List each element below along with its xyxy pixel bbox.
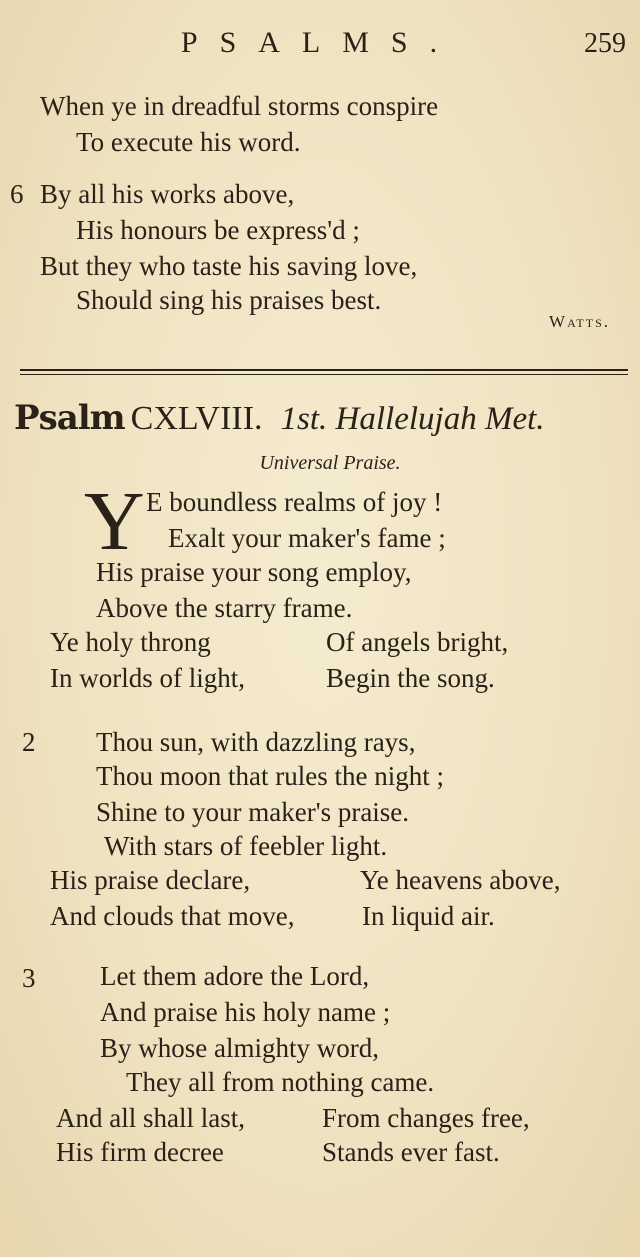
page-number: 259	[584, 28, 626, 59]
verse-line: Should sing his praises best.	[76, 285, 382, 315]
psalm-meter: 1st. Hallelujah Met.	[280, 401, 545, 437]
verse-line-right: In liquid air.	[362, 901, 495, 931]
verse-line: By whose almighty word,	[100, 1033, 379, 1063]
verse-line: Let them adore the Lord,	[100, 961, 370, 991]
verse-line-right: Ye heavens above,	[360, 865, 561, 895]
verse-line: To execute his word.	[76, 127, 301, 157]
section-rule	[20, 369, 628, 371]
author-attribution: Watts.	[549, 312, 610, 331]
verse-line: Exalt your maker's fame ;	[168, 523, 446, 553]
verse-line-right: Of angels bright,	[326, 627, 509, 657]
verse-line-left: And clouds that move,	[50, 901, 295, 931]
verse-line: E boundless realms of joy !	[146, 487, 443, 517]
verse-line: His praise your song employ,	[96, 557, 412, 587]
verse-line-left: His praise declare,	[50, 865, 251, 895]
psalm-heading	[14, 398, 545, 438]
verse-line-right: Stands ever fast.	[322, 1137, 500, 1167]
verse-number: 2	[22, 727, 36, 757]
verse-line: Shine to your maker's praise.	[96, 797, 410, 827]
verse-line: With stars of feebler light.	[104, 831, 388, 861]
verse-line: Thou moon that rules the night ;	[96, 761, 444, 791]
verse-line: Above the starry frame.	[96, 593, 353, 623]
verse-line: By all his works above,	[40, 179, 295, 209]
psalm-subtitle: Universal Praise.	[259, 452, 401, 474]
section-rule-thin	[20, 374, 628, 375]
verse-line: They all from nothing came.	[126, 1067, 435, 1097]
verse-line: And praise his holy name ;	[100, 997, 391, 1027]
verse-line-left: And all shall last,	[56, 1103, 245, 1133]
running-title: PSALMS.	[180, 26, 460, 59]
verse-line: When ye in dreadful storms conspire	[40, 91, 439, 121]
verse-line-right: From changes free,	[322, 1103, 530, 1133]
verse-line-left: Ye holy throng	[50, 627, 211, 657]
drop-cap: Y	[84, 475, 145, 568]
psalm-word: Psalm	[14, 398, 125, 438]
verse-line-left: In worlds of light,	[50, 663, 245, 693]
verse-number: 3	[22, 963, 36, 993]
verse-line: His honours be express'd ;	[76, 215, 360, 245]
verse-line: Thou sun, with dazzling rays,	[96, 727, 416, 757]
verse-number: 6	[10, 179, 24, 209]
verse-line: But they who taste his saving love,	[40, 251, 418, 281]
verse-line-right: Begin the song.	[326, 663, 495, 693]
psalm-number: CXLVIII.	[130, 400, 263, 437]
verse-line-left: His firm decree	[56, 1137, 224, 1167]
